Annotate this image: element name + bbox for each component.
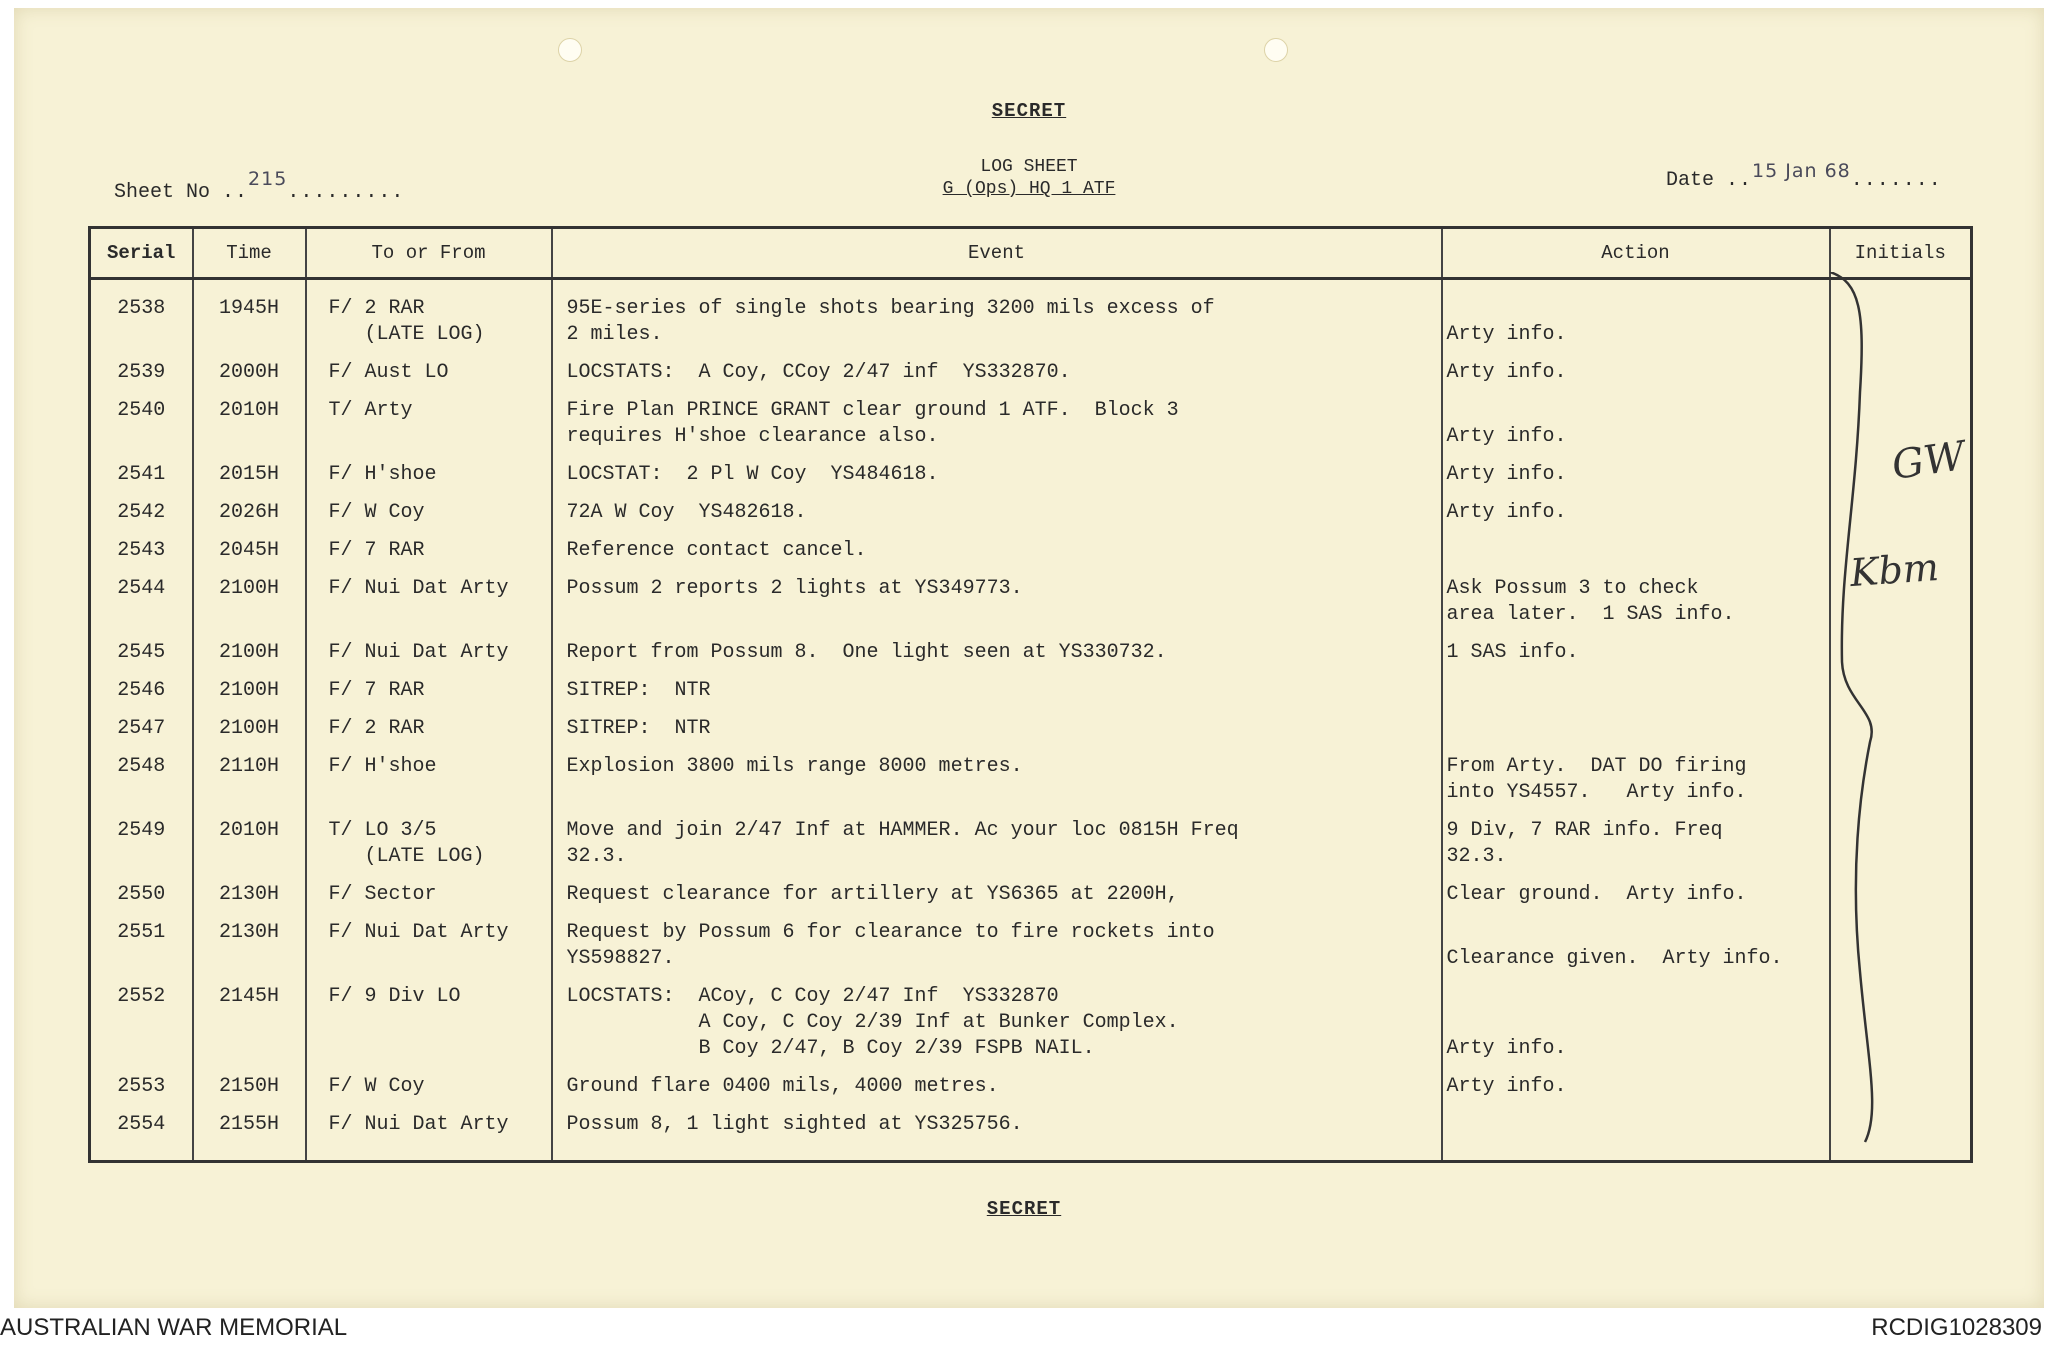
handwritten-brace <box>1820 272 1910 1152</box>
serial-cell: 2538 <box>117 297 166 320</box>
punch-hole <box>558 38 582 62</box>
tofrom-cell: F/ Nui Dat Arty <box>328 921 509 944</box>
column-header-serial: Serial <box>90 228 193 279</box>
time-cell: 2100H <box>218 641 279 664</box>
tofrom-cell: F/ Nui Dat Arty <box>328 1113 509 1136</box>
event-cell: Ground flare 0400 mils, 4000 metres. <box>566 1075 999 1098</box>
event-cell: 95E-series of single shots bearing 3200 mils excess of 2 miles. <box>566 297 1215 346</box>
tofrom-cell: F/ W Coy <box>328 501 425 524</box>
serial-cell: 2549 <box>117 819 166 842</box>
sheet-number: Sheet No ..215......... <box>114 168 405 204</box>
date-label: Date <box>1666 169 1727 192</box>
action-column <box>1442 279 1830 1162</box>
serial-cell: 2546 <box>117 679 166 702</box>
time-cell: 2130H <box>218 921 279 944</box>
tofrom-cell: F/ Aust LO <box>328 361 449 384</box>
time-cell: 2010H <box>218 399 279 422</box>
action-cell: Clearance given. Arty info. <box>1446 947 1783 970</box>
event-cell: Possum 8, 1 light sighted at YS325756. <box>566 1113 1023 1136</box>
column-header-time: Time <box>193 228 306 279</box>
time-column <box>193 279 306 1162</box>
time-cell: 2045H <box>218 539 279 562</box>
action-cell <box>1447 678 1829 704</box>
column-header-initials: Initials <box>1830 228 1972 279</box>
tofrom-cell: F/ Sector <box>328 883 437 906</box>
serial-cell: 2544 <box>117 577 166 600</box>
serial-cell: 2545 <box>117 641 166 664</box>
action-cell: Arty info. <box>1446 1037 1567 1060</box>
tofrom-cell: F/ 2 RAR (LATE LOG) <box>328 297 485 346</box>
action-cell: Arty info. <box>1446 463 1567 486</box>
serial-cell: 2539 <box>117 361 166 384</box>
time-cell: 2145H <box>218 985 279 1008</box>
event-cell: Move and join 2/47 Inf at HAMMER. Ac your loc 0815H Freq 32.3. <box>566 819 1239 868</box>
title-line-1: LOG SHEET <box>980 157 1078 177</box>
action-cell <box>1447 538 1829 564</box>
tofrom-cell: F/ 7 RAR <box>328 679 425 702</box>
time-cell: 1945H <box>218 297 279 320</box>
serial-cell: 2547 <box>117 717 166 740</box>
serial-column <box>90 279 193 1162</box>
action-cell: Arty info. <box>1446 323 1567 346</box>
action-cell <box>1447 716 1829 742</box>
title-line-2: G (Ops) HQ 1 ATF <box>942 179 1116 199</box>
time-cell: 2026H <box>218 501 279 524</box>
serial-cell: 2543 <box>117 539 166 562</box>
action-cell: Arty info. <box>1446 425 1567 448</box>
time-cell: 2150H <box>218 1075 279 1098</box>
tofrom-cell: T/ LO 3/5 (LATE LOG) <box>328 819 485 868</box>
table-body <box>90 279 1972 1162</box>
serial-cell: 2548 <box>117 755 166 778</box>
action-cell: Arty info. <box>1446 361 1567 384</box>
event-cell: LOCSTATS: A Coy, CCoy 2/47 inf YS332870. <box>566 361 1071 384</box>
time-cell: 2000H <box>218 361 279 384</box>
tofrom-cell: F/ 9 Div LO <box>328 985 461 1008</box>
tofrom-cell: F/ Nui Dat Arty <box>328 577 509 600</box>
tofrom-cell: F/ H'shoe <box>328 463 437 486</box>
serial-cell: 2551 <box>117 921 166 944</box>
tofrom-cell: F/ 7 RAR <box>328 539 425 562</box>
tofrom-cell: F/ H'shoe <box>328 755 437 778</box>
tofrom-cell: F/ 2 RAR <box>328 717 425 740</box>
action-cell: Arty info. <box>1446 1075 1567 1098</box>
event-cell: Fire Plan PRINCE GRANT clear ground 1 ATF. Block 3 requires H'shoe clearance also. <box>566 399 1179 448</box>
classification-bottom: SECRET <box>986 1198 1062 1220</box>
tofrom-cell: T/ Arty <box>328 399 413 422</box>
event-cell: Request by Possum 6 for clearance to fire rockets into YS598827. <box>566 921 1215 970</box>
event-cell: 72A W Coy YS482618. <box>566 501 807 524</box>
time-cell: 2110H <box>218 755 279 778</box>
event-cell: Reference contact cancel. <box>566 539 867 562</box>
sheet-number-label: Sheet No <box>114 181 223 204</box>
tofrom-cell: F/ Nui Dat Arty <box>328 641 509 664</box>
action-cell: 9 Div, 7 RAR info. Freq 32.3. <box>1446 819 1723 868</box>
event-cell: SITREP: NTR <box>566 679 711 702</box>
serial-cell: 2540 <box>117 399 166 422</box>
action-cell: From Arty. DAT DO firing into YS4557. Arty info. <box>1446 755 1747 804</box>
serial-cell: 2552 <box>117 985 166 1008</box>
date-value: 15 Jan 68 <box>1752 160 1851 182</box>
handwritten-initials-2: Kbm <box>1848 544 1941 596</box>
time-cell: 2010H <box>218 819 279 842</box>
action-cell: Ask Possum 3 to check area later. 1 SAS info. <box>1446 577 1735 626</box>
time-cell: 2100H <box>218 717 279 740</box>
time-cell: 2155H <box>218 1113 279 1136</box>
time-cell: 2100H <box>218 577 279 600</box>
event-cell: Report from Possum 8. One light seen at YS330732. <box>566 641 1167 664</box>
to-or-from-column <box>306 279 552 1162</box>
event-cell: Possum 2 reports 2 lights at YS349773. <box>566 577 1023 600</box>
action-cell <box>1447 1112 1829 1138</box>
serial-cell: 2554 <box>117 1113 166 1136</box>
time-cell: 2130H <box>218 883 279 906</box>
event-cell: LOCSTAT: 2 Pl W Coy YS484618. <box>566 463 939 486</box>
action-cell: 1 SAS info. <box>1446 641 1579 664</box>
serial-cell: 2553 <box>117 1075 166 1098</box>
handwritten-initials-1: GW <box>1889 433 1968 489</box>
time-cell: 2015H <box>218 463 279 486</box>
date-field: Date ..15 Jan 68....... <box>1666 160 1942 192</box>
event-cell: Request clearance for artillery at YS6365 at 2200H, <box>566 883 1179 906</box>
event-cell: SITREP: NTR <box>566 717 711 740</box>
column-header-action: Action <box>1442 228 1830 279</box>
serial-cell: 2550 <box>117 883 166 906</box>
punch-hole <box>1264 38 1288 62</box>
table-header-row <box>90 228 1972 279</box>
serial-cell: 2541 <box>117 463 166 486</box>
event-cell: LOCSTATS: ACoy, C Coy 2/47 Inf YS332870 A Coy, C Coy 2/39 Inf at Bunker Complex. B Coy 2/47, B Coy 2/39 FSPB NAIL. <box>566 985 1179 1060</box>
action-cell: Arty info. <box>1446 501 1567 524</box>
column-header-event: Event <box>552 228 1442 279</box>
event-column <box>552 279 1442 1162</box>
event-cell: Explosion 3800 mils range 8000 metres. <box>566 755 1023 778</box>
tofrom-cell: F/ W Coy <box>328 1075 425 1098</box>
classification-top: SECRET <box>991 100 1067 122</box>
action-cell: Clear ground. Arty info. <box>1446 883 1747 906</box>
sheet-number-value: 215 <box>248 168 288 190</box>
footer-right: RCDIG1028309 <box>1871 1314 2042 1341</box>
serial-cell: 2542 <box>117 501 166 524</box>
column-header-to-or-from: To or From <box>306 228 552 279</box>
time-cell: 2100H <box>218 679 279 702</box>
log-table <box>88 226 1973 1163</box>
footer-left: AUSTRALIAN WAR MEMORIAL <box>0 1314 348 1341</box>
